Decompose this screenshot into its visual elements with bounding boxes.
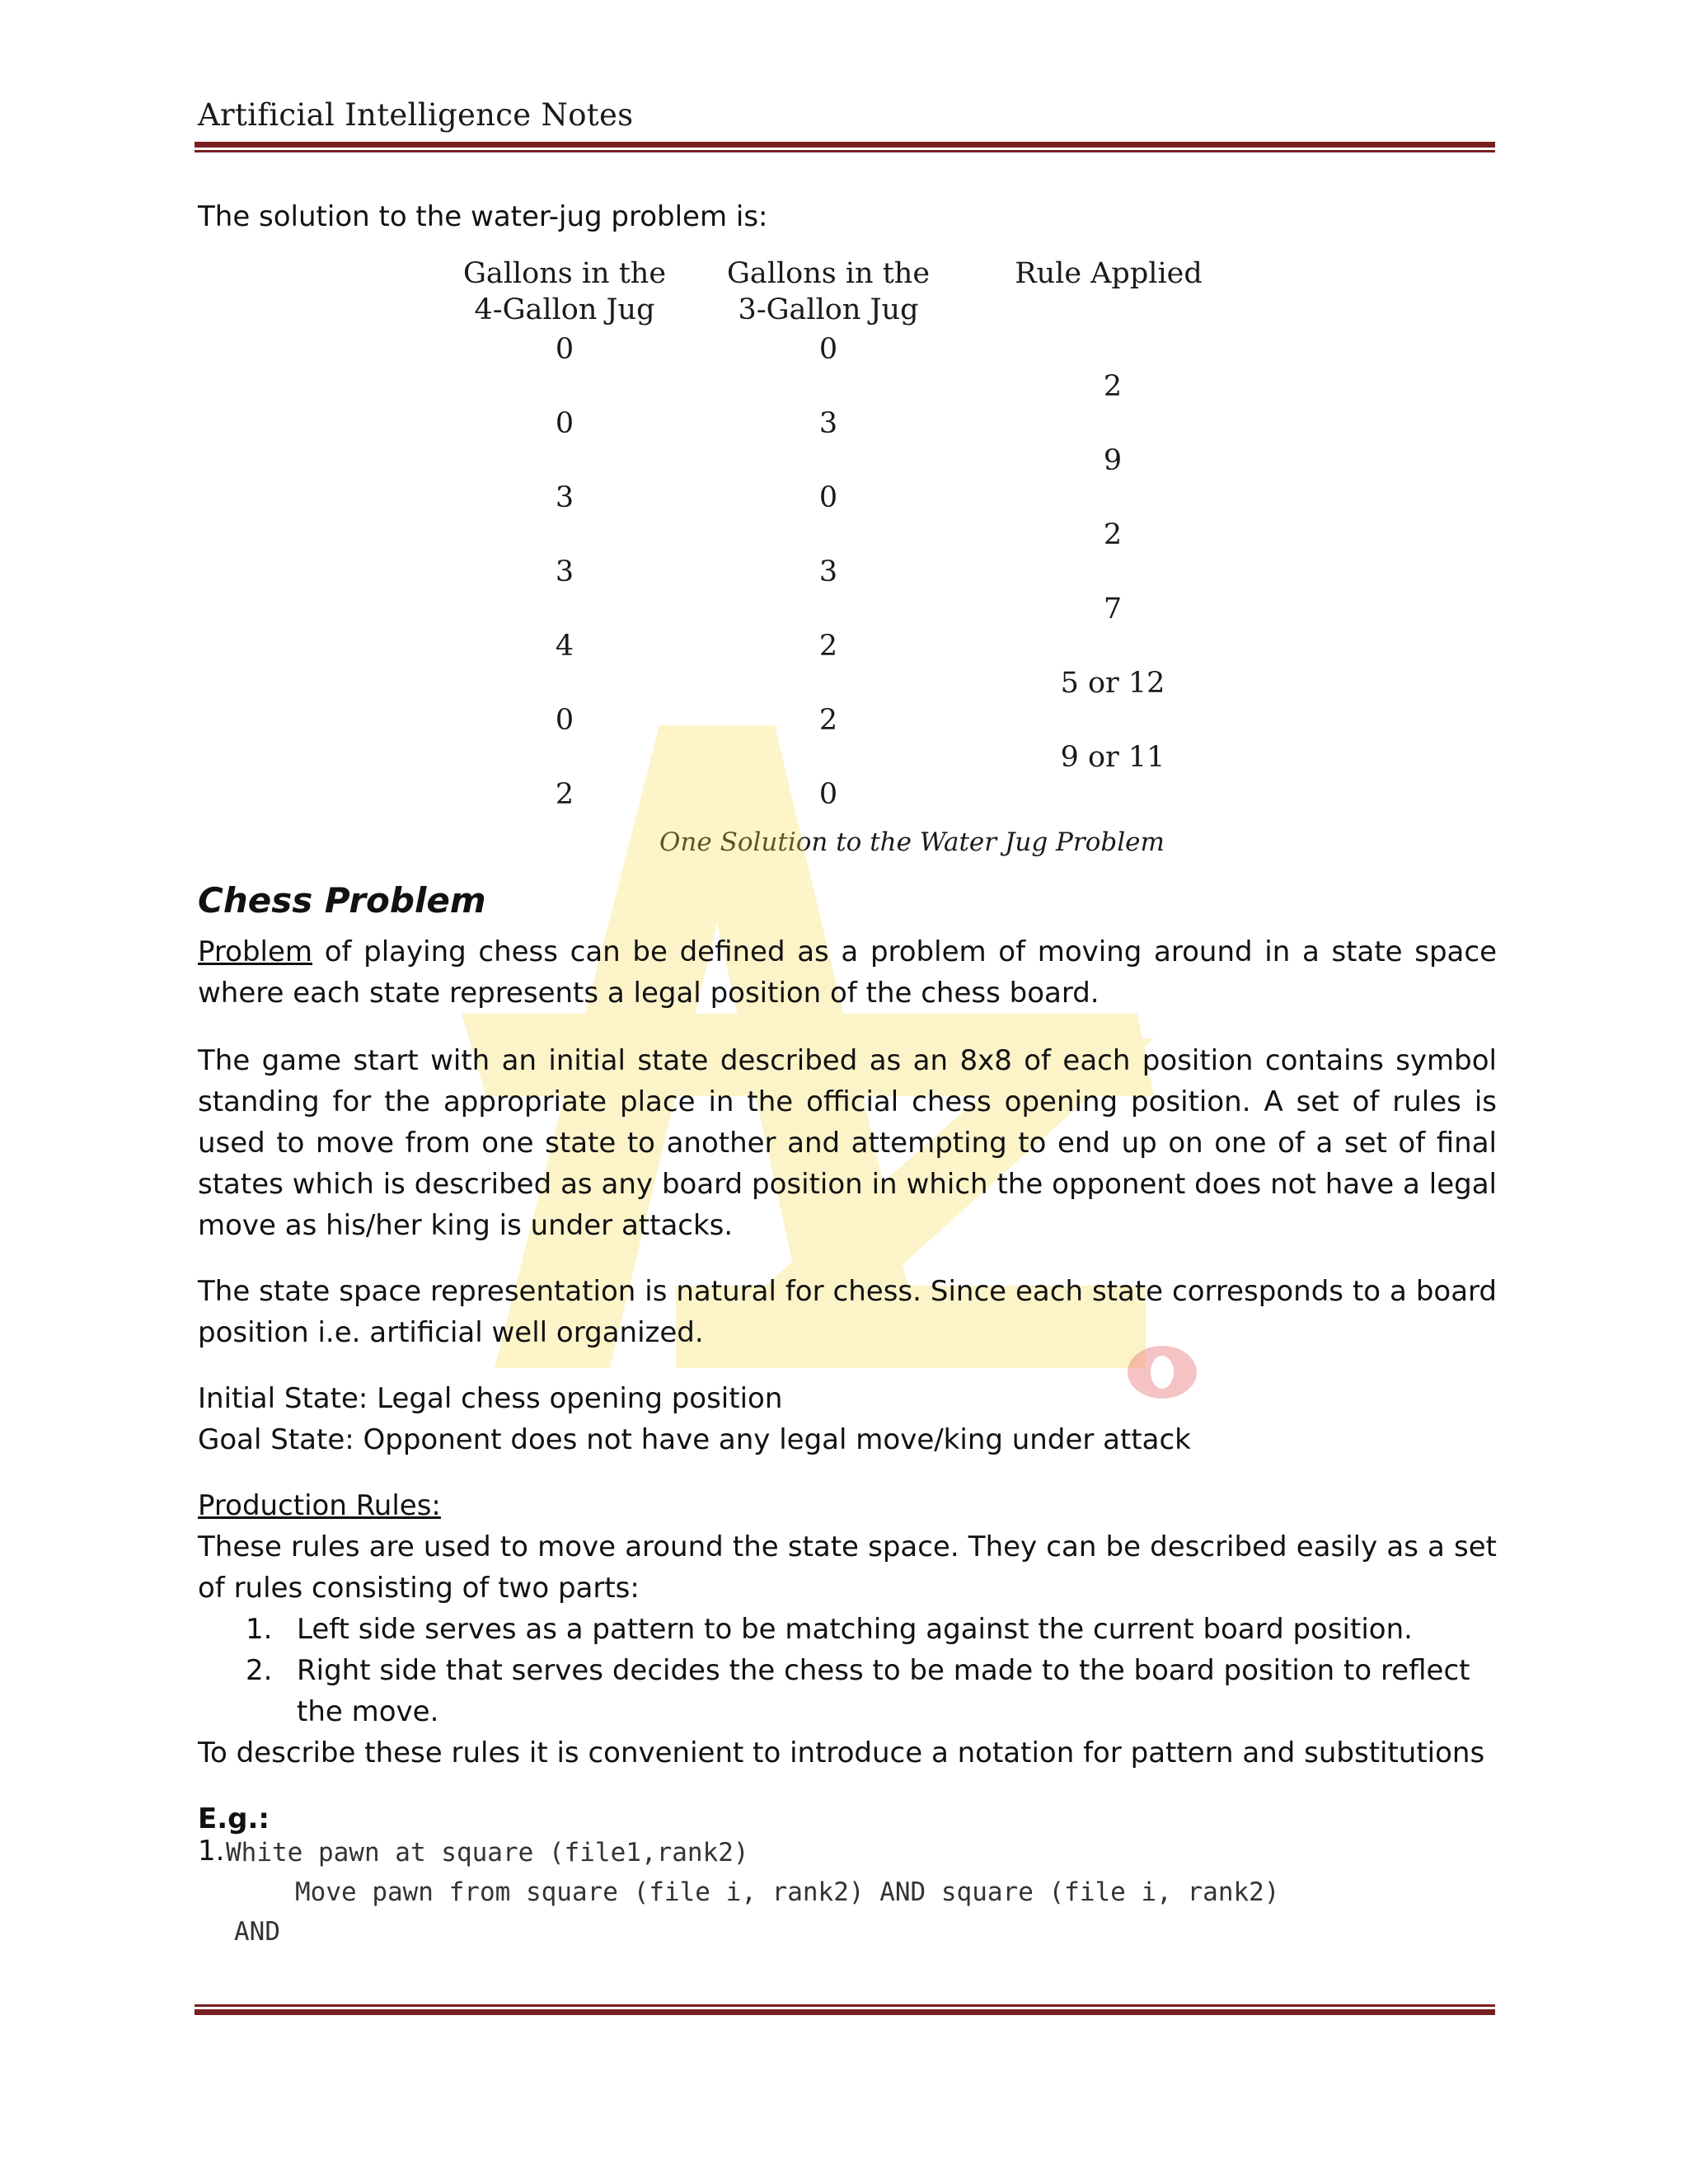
water-jug-table [0,0,1688,874]
notation-text: To describe these rules it is convenient to introduce a notation for pattern and substitutions [198,1736,1485,1769]
cell-3gal: 3 [818,407,838,440]
cell-3gal: 0 [818,481,838,514]
cell-4gal: 3 [555,481,574,514]
goal-state-text: Goal State: Opponent does not have any legal move/king under attack [198,1423,1191,1456]
col-header-4-gallon: Gallons in the 4-Gallon Jug [462,257,667,326]
cell-rule: 2 [1103,370,1123,403]
cell-4gal: 2 [555,778,574,811]
cell-rule: 9 [1103,444,1123,477]
col-header-3-gallon: Gallons in the 3-Gallon Jug [726,257,931,326]
cell-3gal: 3 [818,555,838,588]
list-item-number: 1. [246,1613,273,1646]
cell-3gal: 2 [818,704,838,737]
col-header-rule: Rule Applied [1015,257,1203,290]
footer-rule [195,2004,1495,2015]
example-line-1: White pawn at square (file1,rank2) [226,1838,749,1868]
cell-4gal: 4 [555,630,574,663]
cell-3gal: 2 [818,630,838,663]
list-item [198,1650,1497,1732]
cell-rule: 9 or 11 [1060,741,1165,774]
cell-4gal: 0 [555,407,574,440]
list-item-number: 2. [246,1654,273,1687]
cell-rule: 5 or 12 [1060,667,1165,700]
cell-rule: 7 [1103,593,1123,626]
list-item-text: Right side that serves decides the chess to be made to the board position to reflect the move. [297,1654,1470,1728]
cell-rule: 2 [1103,518,1123,551]
problem-label: Problem [198,935,313,968]
example-number: 1. [198,1835,225,1868]
section-title-chess: Chess Problem [198,880,486,921]
paragraph-game-start: The game start with an initial state described as an 8x8 of each position contains symbol standing for the appropriate place in the official chess opening position. A set of rules is used to move from one state to another and attempting to end up on one of a set of final states which is described as any board position in which the opponent does not have a legal move as his/her king is under attacks. [198,1044,1497,1242]
problem-text: of playing chess can be defined as a problem of moving around in a state space where each state represents a legal position of the chess board. [198,935,1497,1010]
cell-4gal: 0 [555,333,574,366]
table-caption: One Solution to the Water Jug Problem [659,827,1165,857]
list-item-text: Left side serves as a pattern to be matching against the current board position. [297,1613,1413,1646]
initial-state-text: Initial State: Legal chess opening position [198,1382,783,1415]
paragraph-problem [198,931,1497,1014]
example-line-2: Move pawn from square (file i, rank2) AND square (file i, rank2) [295,1877,1280,1907]
intro-text: The solution to the water-jug problem is: [198,200,768,233]
production-rules-list [198,1609,1497,1732]
list-item [198,1609,1497,1650]
cell-3gal: 0 [818,778,838,811]
example-heading: E.g.: [198,1802,270,1835]
cell-4gal: 3 [555,555,574,588]
production-rules-heading: Production Rules: [198,1489,441,1522]
production-rules-text: These rules are used to move around the state space. They can be described easily as a set of rules consisting of two parts: [198,1530,1497,1605]
cell-3gal: 0 [818,333,838,366]
header-title: Artificial Intelligence Notes [198,97,634,133]
example-line-3: AND [234,1917,280,1947]
cell-4gal: 0 [555,704,574,737]
paragraph-state-space: The state space representation is natural for chess. Since each state corresponds to a board position i.e. artificial well organized. [198,1275,1497,1349]
